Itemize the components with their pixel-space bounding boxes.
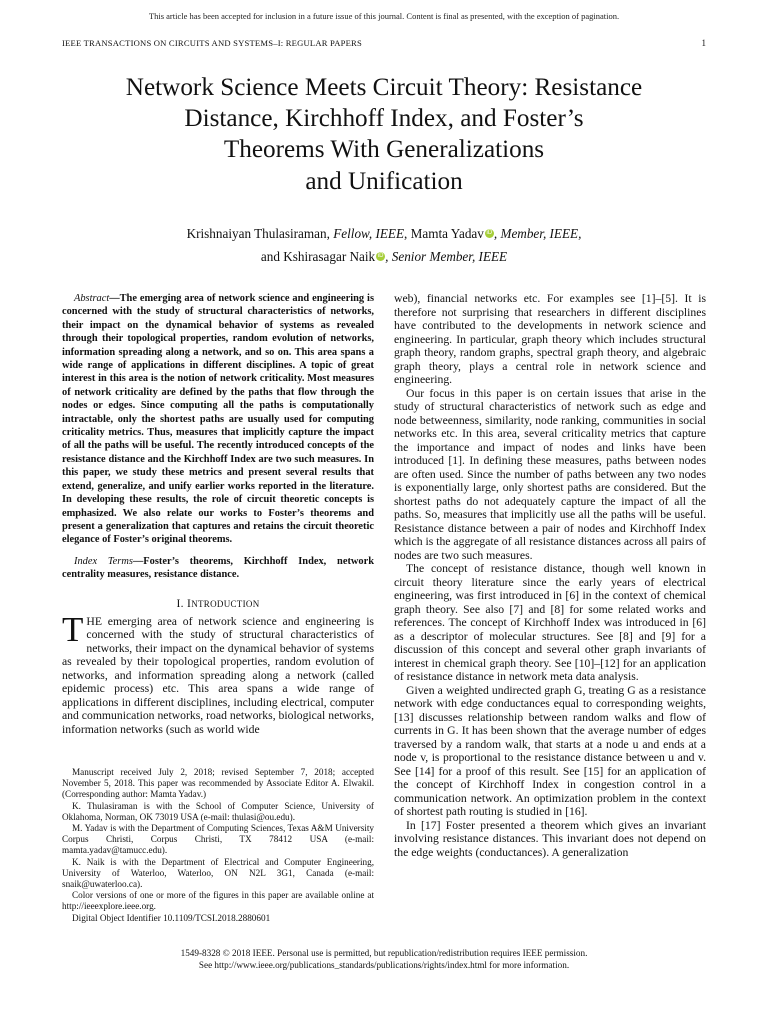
title-line: Network Science Meets Circuit Theory: Resistance xyxy=(125,74,643,101)
paper-title xyxy=(40,72,728,197)
author-role: Fellow, IEEE xyxy=(333,226,405,241)
right-column xyxy=(394,292,706,859)
index-terms-label: Index Terms xyxy=(74,555,133,567)
title-line: and Unification xyxy=(305,167,463,195)
footnote-doi: Digital Object Identifier 10.1109/TCSI.2018.2880601 xyxy=(72,912,271,923)
author-name: , Mamta Yadav xyxy=(404,226,484,241)
drop-cap: T xyxy=(62,609,84,649)
author-name: and Kshirasagar Naik xyxy=(260,249,376,264)
abstract-label: Abstract xyxy=(74,293,110,304)
orcid-icon[interactable]: iD xyxy=(377,253,384,259)
index-terms xyxy=(62,555,374,582)
author-list xyxy=(40,222,728,268)
title-line: Theorems With Generalizations xyxy=(223,136,545,164)
author-role: , Member, IEEE, xyxy=(493,226,582,241)
acceptance-notice: This article has been accepted for inclusion in a future issue of this journal. Content is final as presented, with the exception of pagination. xyxy=(148,11,620,21)
copyright-line: 1549-8328 © 2018 IEEE. Personal use is permitted, but republication/redistribution requires IEEE permission. xyxy=(180,948,588,958)
author-name: Krishnaiyan Thulasiraman, xyxy=(186,226,334,241)
body-paragraph: The concept of resistance distance, though well known in circuit theory literature since the early years of electrical engineering, was first introduced in [6] in the context of chemical graph theory. See also [7] and [8] for some related works and references. The concept of Kirchhoff Index was introduced in [6] as a descriptor of molecular structures. See [8] and [9] for a discussion of this concept and several other graph invariants of interest in chemical graph theory. See [10]–[12] for an application of resistance distance in network meta data analysis. xyxy=(394,562,706,683)
copyright-notice xyxy=(0,948,768,971)
footnote: Manuscript received July 2, 2018; revised September 7, 2018; accepted November 5, 2018. This paper was recommended by Associate Editor A. Elwakil. (Corresponding author: Mamta Yadav.) xyxy=(62,767,374,800)
footnote: K. Thulasiraman is with the School of Computer Science, University of Oklahoma, Norman, OK 73019 USA (e-mail: thulasi@ou.edu). xyxy=(62,800,374,822)
orcid-icon[interactable]: iD xyxy=(486,230,493,236)
footnote: M. Yadav is with the Department of Computing Sciences, Texas A&M University Corpus Christi, Corpus Christi, TX 78412 USA (e-mail: mamta.yadav@tamucc.edu). xyxy=(62,823,374,856)
body-paragraph: In [17] Foster presented a theorem which gives an invariant involving resistance distances. This invariant does not depend on the edge weights (conductances). A generalization xyxy=(394,818,706,859)
page-number: 1 xyxy=(701,38,706,48)
author-role: , Senior Member, IEEE xyxy=(385,249,508,264)
index-terms-text: —Foster’s theorems, Kirchhoff Index, network centrality measures, resistance distance. xyxy=(62,555,374,581)
running-header: IEEE TRANSACTIONS ON CIRCUITS AND SYSTEMS–I: REGULAR PAPERS xyxy=(62,38,362,48)
footnote: Color versions of one or more of the figures in this paper are available online at http://ieeexplore.ieee.org. xyxy=(62,890,374,912)
body-paragraph: web), financial networks etc. For examples see [1]–[5]. It is therefore not surprising that researchers in different disciplines have contributed to the developments in network science and engineering. In particular, graph theory which includes structural graph theory, random graphs, spectral graph theory, and algebraic graph theory, plays a central role in network science and engineering. xyxy=(394,292,706,386)
intro-text: HE emerging area of network science and engineering is concerned with the study of structural characteristics of networks, their impact on the dynamical behavior of systems as revealed by their topological properties, random evolution of networks, and information spreading along a network (called epidemic process) etc. This area spans a wide range of applications in different disciplines, including electrical, computer and communication networks, road networks, biological networks, information networks (such as world wide xyxy=(62,614,374,736)
intro-paragraph xyxy=(62,609,374,737)
footnote: K. Naik is with the Department of Electrical and Computer Engineering, University of Waterloo, Waterloo, ON N2L 3G1, Canada (e-mail: snaik@uwaterloo.ca). xyxy=(62,856,374,890)
body-paragraph: Our focus in this paper is on certain issues that arise in the study of structural characteristics of network such as edge and node betweenness, similarity, node ranking, communities in social networks etc. In this area, several criticality metrics that capture the importance and impact of nodes and links have been introduced [1]. In defining these measures, paths between nodes are often used. Since the number of paths between any two nodes is exponentially large, only shortest paths are considered. But the shortest paths do not adequately capture the impact of all the paths. So, measures that implicitly use all the paths will be useful. Resistance distance between a pair of nodes and Kirchhoff Index which is the aggregate of all resistance distances across all pairs of nodes are two such measures. xyxy=(394,386,706,562)
footnotes xyxy=(62,767,374,924)
abstract xyxy=(62,292,374,547)
left-column xyxy=(62,292,374,736)
section-heading-introduction: I. INTRODUCTION xyxy=(176,596,260,610)
copyright-link-line[interactable]: See http://www.ieee.org/publications_standards/publications/rights/index.html for more information. xyxy=(198,959,570,970)
body-paragraph: Given a weighted undirected graph G, treating G as a resistance network with edge conductances equal to corresponding weights, [13] discusses relationship between random walks and flow of currents in G. It has been shown that the average number of edges traversed by a random walk, that starts at a node u and ends at a node v, is proportional to the resistance distance between u and v. See [14] for a proof of this result. See [15] for an application of the concept of Kirchhoff Index in congestion control in a communication network. An optimization problem in the context of shortest path routing is studied in [16]. xyxy=(394,683,706,818)
title-line: Distance, Kirchhoff Index, and Foster’s xyxy=(184,105,584,133)
abstract-text: —The emerging area of network science and engineering is concerned with the study of structural characteristics of networks, their impact on the dynamical behavior of systems as revealed through their topological properties, random evolution of networks, information spreading along a network, and so on. This area spans a wide range of applications in different disciplines. A topic of great interest in this area is the notion of network criticality. Most measures of network criticality are defined by the paths that flow through the nodes or edges. Since computing all the paths is computationally intractable, only the shortest paths are usually used for computing criticality metrics. Thus, measures that implicitly capture the impact of all the paths will be useful. The recently introduced concepts of the resistance distance and the Kirchhoff Index are two such measures. In this paper, we study these metrics and present several results that extend, generalize, and unify earlier works reported in the literature. In developing these results, the role of circuit theoretic concepts is emphasized. We also relate our works to Foster’s theorems and present a generalization that captures and retains the circuit theoretic elegance of Foster’s original theorems. xyxy=(62,293,374,546)
